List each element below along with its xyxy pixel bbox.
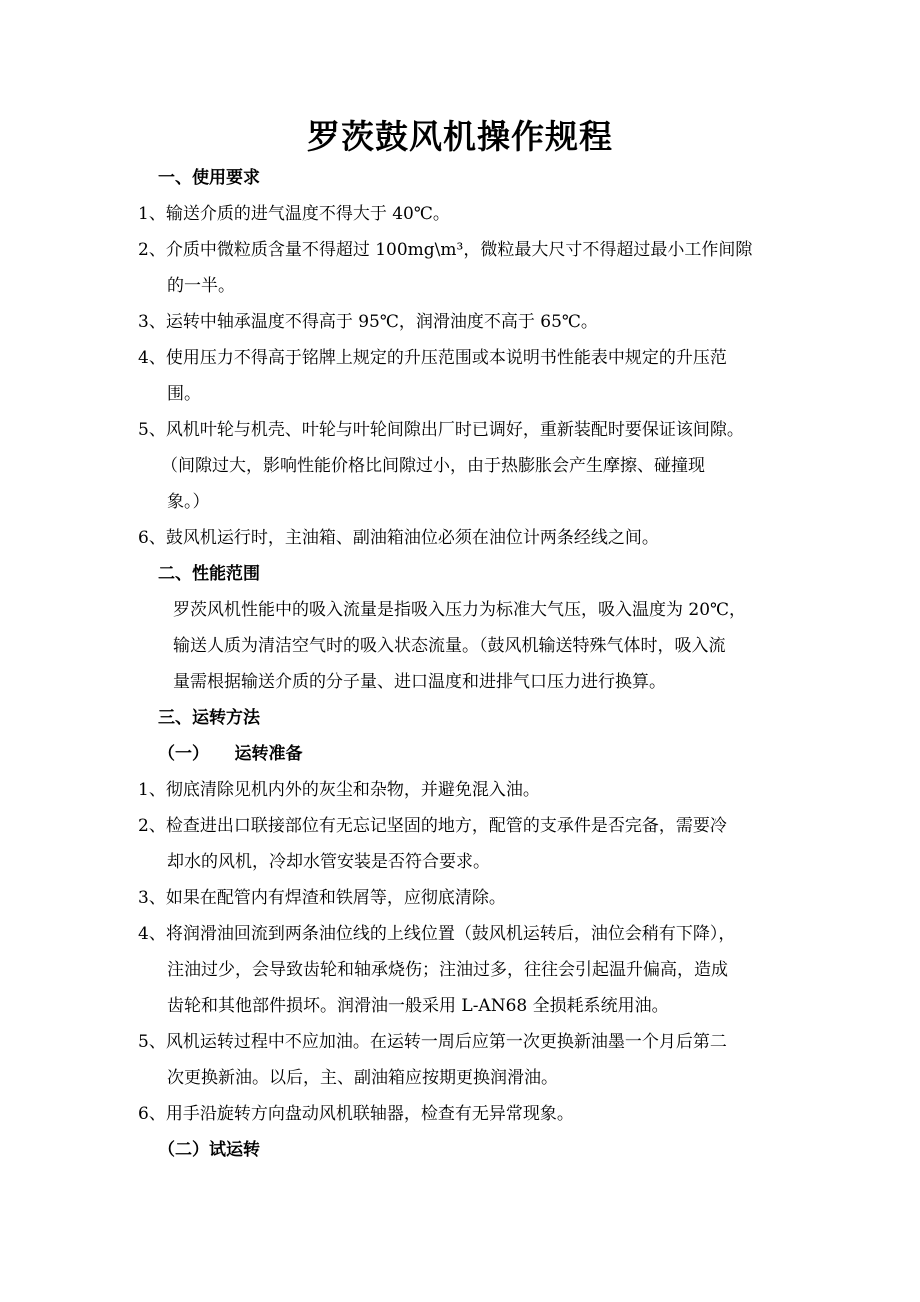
prep-item-4-line-2: 注油过少，会导致齿轮和轴承烧伤；注油过多，往往会引起温升偏高，造成 <box>167 960 728 980</box>
usage-item-1: 1、输送介质的进气温度不得大于 40℃。 <box>138 204 450 224</box>
section-heading-usage: 一、使用要求 <box>158 168 260 188</box>
performance-para-line-2: 输送人质为清洁空气时的吸入状态流量。（鼓风机输送特殊气体时，吸入流 <box>173 636 726 656</box>
usage-item-2-line-1: 2、介质中微粒质含量不得超过 100mg\m³，微粒最大尺寸不得超过最小工作间隙 <box>138 240 753 260</box>
prep-item-5-line-2: 次更换新油。以后，主、副油箱应按期更换润滑油。 <box>167 1068 558 1088</box>
prep-item-4-line-1: 4、将润滑油回流到两条油位线的上线位置（鼓风机运转后，油位会稍有下降）， <box>138 924 736 944</box>
prep-item-5-line-1: 5、风机运转过程中不应加油。在运转一周后应第一次更换新油墨一个月后第二 <box>138 1032 727 1052</box>
section-heading-performance: 二、性能范围 <box>158 564 260 584</box>
section-heading-operation: 三、运转方法 <box>158 708 260 728</box>
usage-item-2-line-2: 的一半。 <box>167 276 235 296</box>
prep-item-3: 3、如果在配管内有焊渣和铁屑等，应彻底清除。 <box>138 888 506 908</box>
performance-para-line-1: 罗茨风机性能中的吸入流量是指吸入压力为标准大气压，吸入温度为 20℃， <box>173 600 747 620</box>
usage-item-5-line-1: 5、风机叶轮与机壳、叶轮与叶轮间隙出厂时已调好，重新装配时要保证该间隙。 <box>138 420 744 440</box>
prep-item-1: 1、彻底清除见机内外的灰尘和杂物，并避免混入油。 <box>138 780 540 800</box>
usage-item-4-line-2: 围。 <box>167 384 201 404</box>
usage-item-5-line-2: （间隙过大，影响性能价格比间隙过小，由于热膨胀会产生摩擦、碰撞现 <box>161 456 705 476</box>
prep-item-4-line-3: 齿轮和其他部件损坏。润滑油一般采用 L-AN68 全损耗系统用油。 <box>167 996 669 1016</box>
prep-item-2-line-2: 却水的风机，冷却水管安装是否符合要求。 <box>167 852 490 872</box>
prep-item-6: 6、用手沿旋转方向盘动风机联轴器，检查有无异常现象。 <box>138 1104 574 1124</box>
prep-item-2-line-1: 2、检查进出口联接部位有无忘记坚固的地方，配管的支承件是否完备，需要冷 <box>138 816 727 836</box>
usage-item-4-line-1: 4、使用压力不得高于铭牌上规定的升压范围或本说明书性能表中规定的升压范 <box>138 348 727 368</box>
usage-item-3: 3、运转中轴承温度不得高于 95℃，润滑油度不高于 65℃。 <box>138 312 598 332</box>
usage-item-6: 6、鼓风机运行时，主油箱、副油箱油位必须在油位计两条经线之间。 <box>138 528 659 548</box>
page-title: 罗茨鼓风机操作规程 <box>307 117 613 156</box>
subsection-heading-preparation: （一） 运转准备 <box>158 744 303 764</box>
subsection-heading-trial-run: （二）试运转 <box>158 1140 260 1160</box>
performance-para-line-3: 量需根据输送介质的分子量、进口温度和进排气口压力进行换算。 <box>173 672 666 692</box>
usage-item-5-line-3: 象。） <box>167 492 210 512</box>
